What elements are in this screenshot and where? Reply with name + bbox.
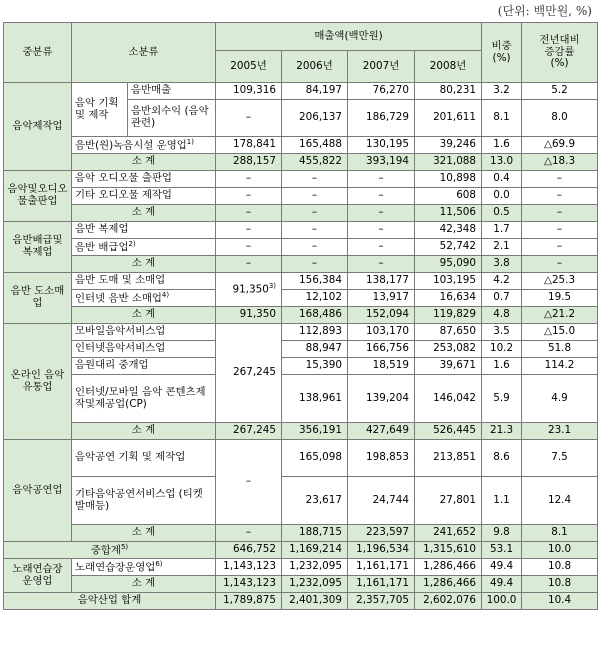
unit-note: (단위: 백만원, %) (497, 4, 592, 18)
category-cell: 음악및오디오물출판업 (4, 171, 72, 222)
table-row: 음반(원)녹음시설 운영업$^{1)}$ 178,841 165,488 130,195 39,246 1.6 △69.9 (4, 137, 598, 154)
header-growth: 전년대비 증감률 (%) (522, 23, 598, 83)
header-share: 비중 (%) (482, 23, 522, 83)
footnote-marker: 3) (268, 282, 276, 291)
table-row: 음악제작업 음악 기획 및 제작 음반매출 109,316 84,197 76,270 80,231 3.2 5.2 (4, 83, 598, 100)
subtotal-row: 소 계 91,350 168,486 152,094 119,829 4.8 △21.2 (4, 307, 598, 324)
table-row: 음악및오디오물출판업 음악 오디오물 출판업 – – – 10,898 0.4 – (4, 171, 598, 188)
header-sales: 매출액(백만원) (216, 23, 482, 51)
table-row: 음반 배급업$^{2)}$ – – – 52,742 2.1 – (4, 239, 598, 256)
subtotal-row: 소 계 1,143,123 1,232,095 1,161,171 1,286,466 49.4 10.8 (4, 576, 598, 593)
header-year-2005: 2005년 (216, 51, 282, 83)
category-cell: 온라인 음악유통업 (4, 324, 72, 440)
table-row: 노래연습장 운영업 노래연습장운영업$^{6)}$ 1,143,123 1,232,095 1,161,171 1,286,466 49.4 10.8 (4, 559, 598, 576)
grand-total-row: 음악산업 합계 1,789,875 2,401,309 2,357,705 2,602,076 100.0 10.4 (4, 593, 598, 610)
table-row: 인터넷/모바일 음악 콘텐츠제작및제공업(CP) 138,961 139,204 146,042 5.9 4.9 (4, 375, 598, 423)
subtotal-row: 소 계 – 188,715 223,597 241,652 9.8 8.1 (4, 525, 598, 542)
table-row: 온라인 음악유통업 모바일음악서비스업 267,245 112,893 103,170 87,650 3.5 △15.0 (4, 324, 598, 341)
subtotal-row: 소 계 288,157 455,822 393,194 321,088 13.0 △18.3 (4, 154, 598, 171)
group-cell: 음악 기획 및 제작 (72, 83, 128, 137)
header-year-2007: 2007년 (348, 51, 415, 83)
category-cell: 음반배급및 복제업 (4, 222, 72, 273)
table-row: 음반외수익 (음악관련) – 206,137 186,729 201,611 8.1 8.0 (4, 100, 598, 137)
table-row: 인터넷 음반 소매업$^{4)}$ 12,102 13,917 16,634 0.7 19.5 (4, 290, 598, 307)
header-row (4, 23, 598, 51)
table-row: 기타 오디오물 제작업 – – – 608 0.0 – (4, 188, 598, 205)
subtotal-row: 소 계 – – – 11,506 0.5 – (4, 205, 598, 222)
table-row: 기타음악공연서비스업 (티켓발매등) 23,617 24,744 27,801 1.1 12.4 (4, 477, 598, 525)
category-cell: 음반 도소매업 (4, 273, 72, 324)
header-year-2008: 2008년 (415, 51, 482, 83)
subtotal-row: 소 계 – – – 95,090 3.8 – (4, 256, 598, 273)
category-cell: 음악제작업 (4, 83, 72, 171)
header-year-2006: 2006년 (282, 51, 348, 83)
table-row: 음악공연업 음악공연 기획 및 제작업 – 165,098 198,853 213,851 8.6 7.5 (4, 440, 598, 477)
header-minor: 소분류 (72, 23, 216, 83)
footnote-marker: 5) (120, 542, 129, 551)
header-major: 중분류 (4, 23, 72, 83)
music-industry-sales-table (3, 22, 598, 610)
table-row: 인터넷음악서비스업 88,947 166,756 253,082 10.2 51.8 (4, 341, 598, 358)
table-row: 음반배급및 복제업 음반 복제업 – – – 42,348 1.7 – (4, 222, 598, 239)
subtotal-row: 소 계 267,245 356,191 427,649 526,445 21.3 23.1 (4, 423, 598, 440)
footnote-marker: 4) (161, 290, 170, 299)
table-row: 음원대리 중개업 15,390 18,519 39,671 1.6 114.2 (4, 358, 598, 375)
footnote-marker: 1) (186, 137, 194, 146)
footnote-marker: 6) (155, 559, 163, 568)
intermediate-total-row: 중합계$^{5)}$ 646,752 1,169,214 1,196,534 1,315,610 53.1 10.0 (4, 542, 598, 559)
table-row: 음반 도소매업 음반 도매 및 소매업 91,350$^{3)}$ 156,384 138,177 103,195 4.2 △25.3 (4, 273, 598, 290)
category-cell: 음악공연업 (4, 440, 72, 542)
category-cell: 노래연습장 운영업 (4, 559, 72, 593)
footnote-marker: 2) (128, 239, 136, 248)
